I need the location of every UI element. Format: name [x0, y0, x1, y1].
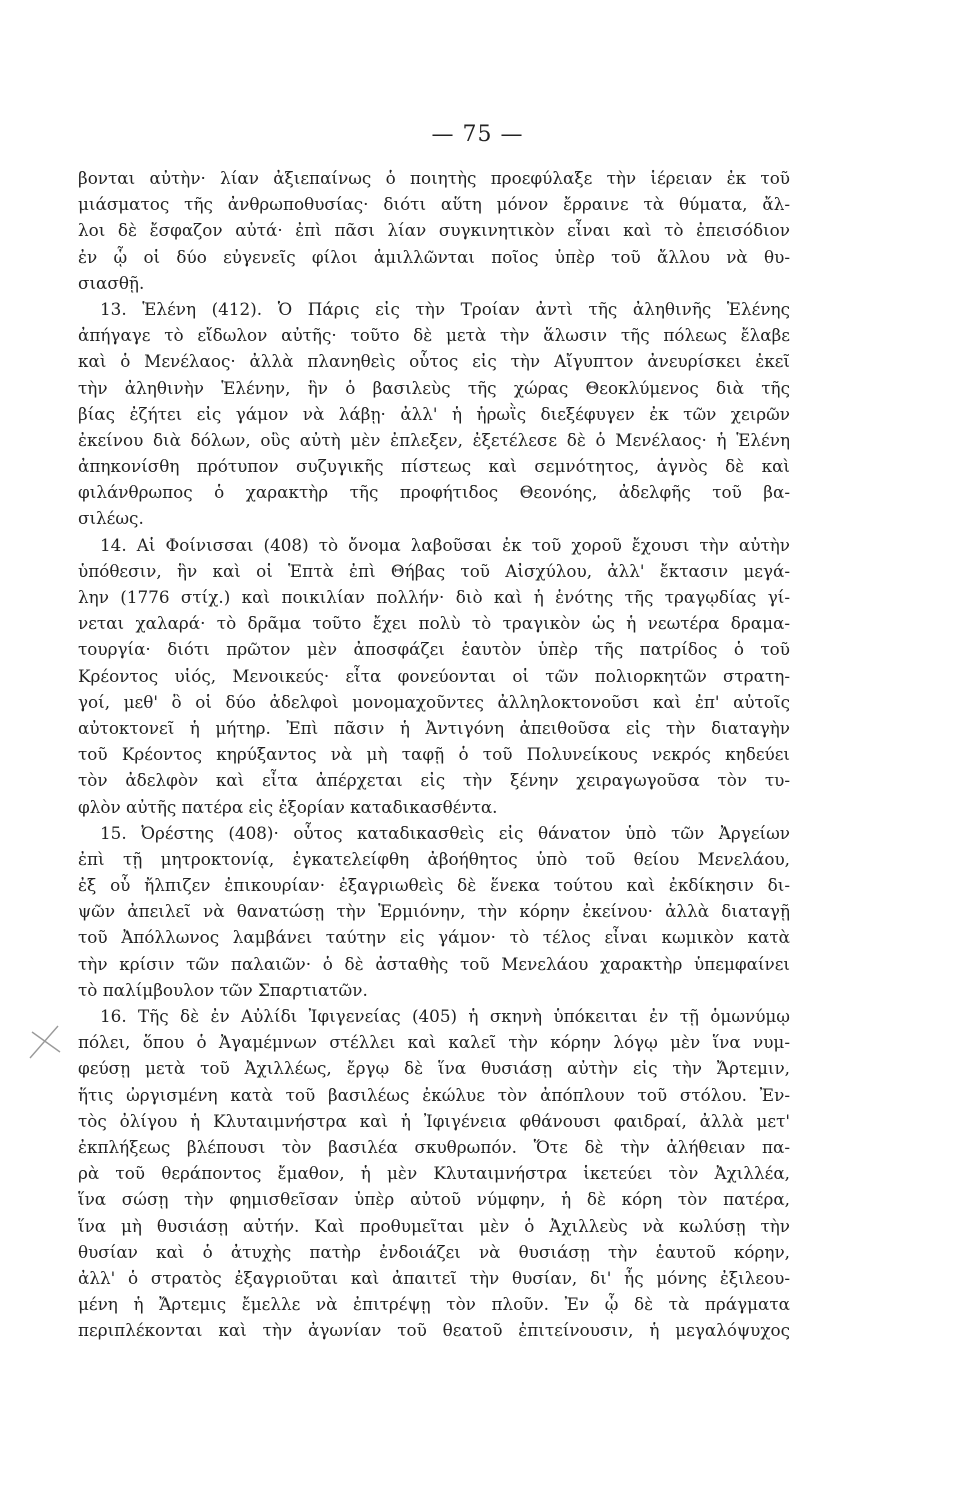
text-line: φλὸν αὐτῆς πατέρα εἰς ἐξορίαν καταδικασθέντα. [78, 796, 498, 817]
text-line: ἐν ᾧ οἱ δύο εὐγενεῖς φίλοι ἁμιλλῶνται ποῖος ὑπὲρ τοῦ ἄλλου νὰ θυ- [78, 246, 790, 267]
text-line: τὴν κρίσιν τῶν παλαιῶν· ὁ δὲ ἀσταθὴς τοῦ Μενελάου χαρακτὴρ ὑπεμφαίνει [78, 953, 790, 974]
text-line: λην (1776 στίχ.) καὶ ποικιλίαν πολλήν· διὸ καὶ ἡ ἑνότης τῆς τραγῳδίας γί- [78, 587, 790, 607]
text-line: ἀπήγαγε τὸ εἴδωλον αὐτῆς· τοῦτο δὲ μετὰ τὴν ἅλωσιν τῆς πόλεως ἔλαβε [78, 325, 790, 346]
text-line: τουργία· διότι πρῶτον μὲν ἀποσφάζει ἑαυτὸν ὑπὲρ τῆς πατρίδος ὁ τοῦ [78, 639, 790, 660]
margin-pencil-mark [22, 1018, 68, 1064]
text-line: τὸς ὀλίγου ἡ Κλυταιμνήστρα καὶ ἡ Ἰφιγένεια φθάνουσι φαιδραί, ἀλλὰ μετ' [78, 1110, 790, 1131]
text-line: 16. Τῆς δὲ ἐν Αὐλίδι Ἰφιγενείας (405) ἡ σκηνὴ ὑπόκειται ἐν τῇ ὁμωνύμῳ [100, 1006, 790, 1026]
text-line: γοί, μεθ' ὃ οἱ δύο ἀδελφοὶ μονομαχοῦντες ἀλληλοκτονοῦσι καὶ ἐπ' αὐτοῖς [78, 691, 790, 712]
text-line: ἥτις ὠργισμένη κατὰ τοῦ βασιλέως ἐκώλυε τὸν ἀπόπλουν τοῦ στόλου. Ἐν- [78, 1084, 790, 1105]
text-line: ὑπόθεσιν, ἣν καὶ οἱ Ἑπτὰ ἐπὶ Θήβας τοῦ Αἰσχύλου, ἀλλ' ἔκτασιν μεγά- [78, 560, 790, 581]
text-line: θυσίαν καὶ ὁ ἀτυχὴς πατὴρ ἐνδοιάζει νὰ θυσιάσῃ τὴν ἑαυτοῦ κόρην, [78, 1241, 790, 1262]
text-line: νεται χαλαρά· τὸ δρᾶμα τοῦτο ἔχει πολὺ τὸ τραγικὸν ὡς ἡ νεωτέρα δραμα- [78, 613, 790, 634]
text-line: τοῦ Ἀπόλλωνος λαμβάνει ταύτην εἰς γάμον· τὸ τέλος εἶναι κωμικὸν κατὰ [78, 927, 790, 948]
text-line: βίας ἐζήτει εἰς γάμον νὰ λάβῃ· ἀλλ' ἡ ἡρωῒς διεξέφυγεν ἐκ τῶν χειρῶν [78, 403, 790, 424]
text-line: τὸ παλίμβουλον τῶν Σπαρτιατῶν. [78, 979, 368, 1000]
text-line: φεύσῃ μετὰ τοῦ Ἀχιλλέως, ἔργῳ δὲ ἵνα θυσιάσῃ αὐτὴν εἰς τὴν Ἄρτεμιν, [78, 1058, 790, 1079]
text-line: αὐτοκτονεῖ ἡ μήτηρ. Ἐπὶ πᾶσιν ἡ Ἀντιγόνη ἀπειθοῦσα εἰς τὴν διαταγὴν [78, 717, 790, 738]
text-line: σιασθῇ. [78, 272, 145, 293]
body-text [78, 165, 790, 1343]
text-line: πόλει, ὅπου ὁ Ἀγαμέμνων στέλλει καὶ καλεῖ τὴν κόρην λόγῳ μὲν ἵνα νυμ- [78, 1032, 790, 1053]
text-line: φιλάνθρωπος ὁ χαρακτὴρ τῆς προφήτιδος Θεονόης, ἀδελφῆς τοῦ βα- [78, 482, 790, 503]
text-line: ἐπὶ τῇ μητροκτονίᾳ, ἐγκατελείφθη ἀβοήθητος ὑπὸ τοῦ θείου Μενελάου, [78, 848, 790, 869]
text-line: μιάσματος τῆς ἀνθρωποθυσίας· διότι αὕτη μόνον ἔρραινε τὰ θύματα, ἄλ- [78, 194, 790, 215]
text-line: περιπλέκονται καὶ τὴν ἀγωνίαν τοῦ θεατοῦ ἐπιτείνουσιν, ἡ μεγαλόψυχος [78, 1320, 790, 1341]
text-line: μένη ἡ Ἄρτεμις ἔμελλε νὰ ἐπιτρέψῃ τὸν πλοῦν. Ἐν ᾧ δὲ τὰ πράγματα [78, 1294, 790, 1315]
text-line: σιλέως. [78, 508, 144, 529]
text-line: 14. Αἱ Φοίνισσαι (408) τὸ ὄνομα λαβοῦσαι ἐκ τοῦ χοροῦ ἔχουσι τὴν αὐτὴν [100, 534, 790, 555]
text-line: ἀλλ' ὁ στρατὸς ἐξαγριοῦται καὶ ἀπαιτεῖ τὴν θυσίαν, δι' ἧς μόνης ἐξιλεου- [78, 1267, 790, 1288]
text-line: καὶ ὁ Μενέλαος· ἀλλὰ πλανηθεὶς οὗτος εἰς τὴν Αἴγυπτον ἀνευρίσκει ἐκεῖ [78, 351, 790, 372]
text-line: λοι δὲ ἔσφαζον αὐτά· ἐπὶ πᾶσι λίαν συγκινητικὸν εἶναι καὶ τὸ ἐπεισόδιον [78, 220, 790, 241]
text-line: ἵνα σώσῃ τὴν φημισθεῖσαν ὑπὲρ αὐτοῦ νύμφην, ἡ δὲ κόρη τὸν πατέρα, [78, 1189, 790, 1210]
text-line: 15. Ὀρέστης (408)· οὗτος καταδικασθεὶς εἰς θάνατον ὑπὸ τῶν Ἀργείων [100, 822, 790, 843]
text-line: ρὰ τοῦ θεράποντος ἔμαθον, ἡ μὲν Κλυταιμνήστρα ἱκετεύει τὸν Ἀχιλλέα, [78, 1163, 790, 1184]
text-line: ἵνα μὴ θυσιάσῃ αὐτήν. Καὶ προθυμεῖται μὲν ὁ Ἀχιλλεὺς νὰ κωλύσῃ τὴν [78, 1215, 790, 1236]
text-line: ψῶν ἀπειλεῖ νὰ θανατώσῃ τὴν Ἑρμιόνην, τὴν κόρην ἐκείνου· ἀλλὰ διαταγῇ [78, 901, 790, 922]
text-line: 13. Ἑλένη (412). Ὁ Πάρις εἰς τὴν Τροίαν ἀντὶ τῆς ἀληθινῆς Ἑλένης [100, 298, 790, 319]
text-line: τὴν ἀληθινὴν Ἑλένην, ἣν ὁ βασιλεὺς τῆς χώρας Θεοκλύμενος διὰ τῆς [78, 377, 790, 398]
text-line: Κρέοντος υἱός, Μενοικεύς· εἶτα φονεύονται οἱ τῶν πολιορκητῶν στρατη- [78, 665, 790, 686]
page-number: — 75 — [431, 122, 524, 147]
text-line: ἐκείνου διὰ δόλων, οὓς αὐτὴ μὲν ἐπλεξεν, ἐξετέλεσε δὲ ὁ Μενέλαος· ἡ Ἑλένη [78, 429, 790, 450]
text-line: βονται αὐτὴν· λίαν ἀξιεπαίνως ὁ ποιητὴς προεφύλαξε τὴν ἱέρειαν ἐκ τοῦ [78, 168, 790, 188]
text-line: ἀπηκονίσθη πρότυπον συζυγικῆς πίστεως καὶ σεμνότητος, ἁγνὸς δὲ καὶ [78, 456, 790, 477]
text-line: ἐκπλήξεως βλέπουσι τὸν βασιλέα σκυθρωπόν. Ὅτε δὲ τὴν ἀλήθειαν πα- [78, 1136, 790, 1157]
text-line: τὸν ἀδελφὸν καὶ εἶτα ἀπέρχεται εἰς τὴν ξένην χειραγωγοῦσα τὸν τυ- [78, 770, 790, 791]
text-line: ἐξ οὗ ἤλπιζεν ἐπικουρίαν· ἐξαγριωθεὶς δὲ ἕνεκα τούτου καὶ ἐκδίκησιν δι- [78, 875, 790, 896]
text-line: τοῦ Κρέοντος κηρύξαντος νὰ μὴ ταφῇ ὁ τοῦ Πολυνείκους νεκρός κηδεύει [78, 744, 790, 765]
